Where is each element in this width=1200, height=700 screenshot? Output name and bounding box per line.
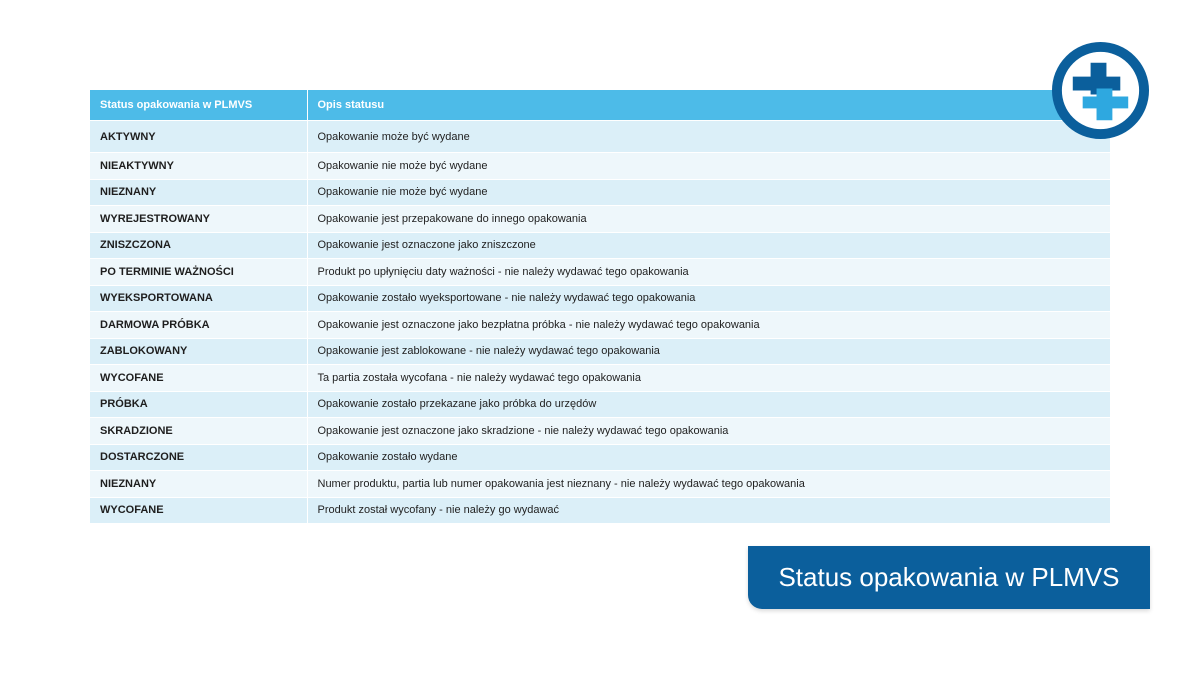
description-cell: Opakowanie jest oznaczone jako skradzione - nie należy wydawać tego opakowania <box>307 418 1110 445</box>
status-cell: NIEAKTYWNY <box>90 153 307 180</box>
description-cell: Ta partia została wycofana - nie należy wydawać tego opakowania <box>307 365 1110 392</box>
status-table <box>90 90 1110 523</box>
table-row <box>90 232 1110 259</box>
description-cell: Opakowanie nie może być wydane <box>307 179 1110 206</box>
status-cell: PO TERMINIE WAŻNOŚCI <box>90 259 307 286</box>
table-row <box>90 418 1110 445</box>
status-cell: DARMOWA PRÓBKA <box>90 312 307 339</box>
status-cell: DOSTARCZONE <box>90 444 307 471</box>
status-cell: ZNISZCZONA <box>90 232 307 259</box>
header-status: Status opakowania w PLMVS <box>90 90 307 121</box>
table-header-row <box>90 90 1110 121</box>
description-cell: Opakowanie jest oznaczone jako zniszczone <box>307 232 1110 259</box>
table-body <box>90 121 1110 524</box>
table-row <box>90 312 1110 339</box>
status-cell: AKTYWNY <box>90 121 307 153</box>
description-cell: Numer produktu, partia lub numer opakowania jest nieznany - nie należy wydawać tego opakowania <box>307 471 1110 498</box>
description-cell: Produkt po upłynięciu daty ważności - nie należy wydawać tego opakowania <box>307 259 1110 286</box>
description-cell: Opakowanie jest oznaczone jako bezpłatna próbka - nie należy wydawać tego opakowania <box>307 312 1110 339</box>
table-row <box>90 121 1110 153</box>
description-cell: Opakowanie zostało przekazane jako próbka do urzędów <box>307 391 1110 418</box>
table-row <box>90 206 1110 233</box>
status-cell: ZABLOKOWANY <box>90 338 307 365</box>
description-cell: Opakowanie zostało wydane <box>307 444 1110 471</box>
table-row <box>90 259 1110 286</box>
caption-banner: Status opakowania w PLMVS <box>748 546 1150 609</box>
status-cell: NIEZNANY <box>90 471 307 498</box>
status-cell: WYEKSPORTOWANA <box>90 285 307 312</box>
status-cell: WYCOFANE <box>90 365 307 392</box>
description-cell: Opakowanie może być wydane <box>307 121 1110 153</box>
table-row <box>90 391 1110 418</box>
description-cell: Opakowanie zostało wyeksportowane - nie należy wydawać tego opakowania <box>307 285 1110 312</box>
description-cell: Opakowanie jest przepakowane do innego opakowania <box>307 206 1110 233</box>
status-cell: WYCOFANE <box>90 497 307 523</box>
status-cell: SKRADZIONE <box>90 418 307 445</box>
table-row <box>90 365 1110 392</box>
table-row <box>90 153 1110 180</box>
table-row <box>90 497 1110 523</box>
status-cell: PRÓBKA <box>90 391 307 418</box>
table-row <box>90 471 1110 498</box>
description-cell: Produkt został wycofany - nie należy go wydawać <box>307 497 1110 523</box>
status-cell: WYREJESTROWANY <box>90 206 307 233</box>
table-row <box>90 179 1110 206</box>
description-cell: Opakowanie nie może być wydane <box>307 153 1110 180</box>
description-cell: Opakowanie jest zablokowane - nie należy wydawać tego opakowania <box>307 338 1110 365</box>
table-row <box>90 444 1110 471</box>
status-cell: NIEZNANY <box>90 179 307 206</box>
table-row <box>90 338 1110 365</box>
header-description: Opis statusu <box>307 90 1110 121</box>
table-row <box>90 285 1110 312</box>
medical-cross-logo-icon <box>1051 41 1150 140</box>
